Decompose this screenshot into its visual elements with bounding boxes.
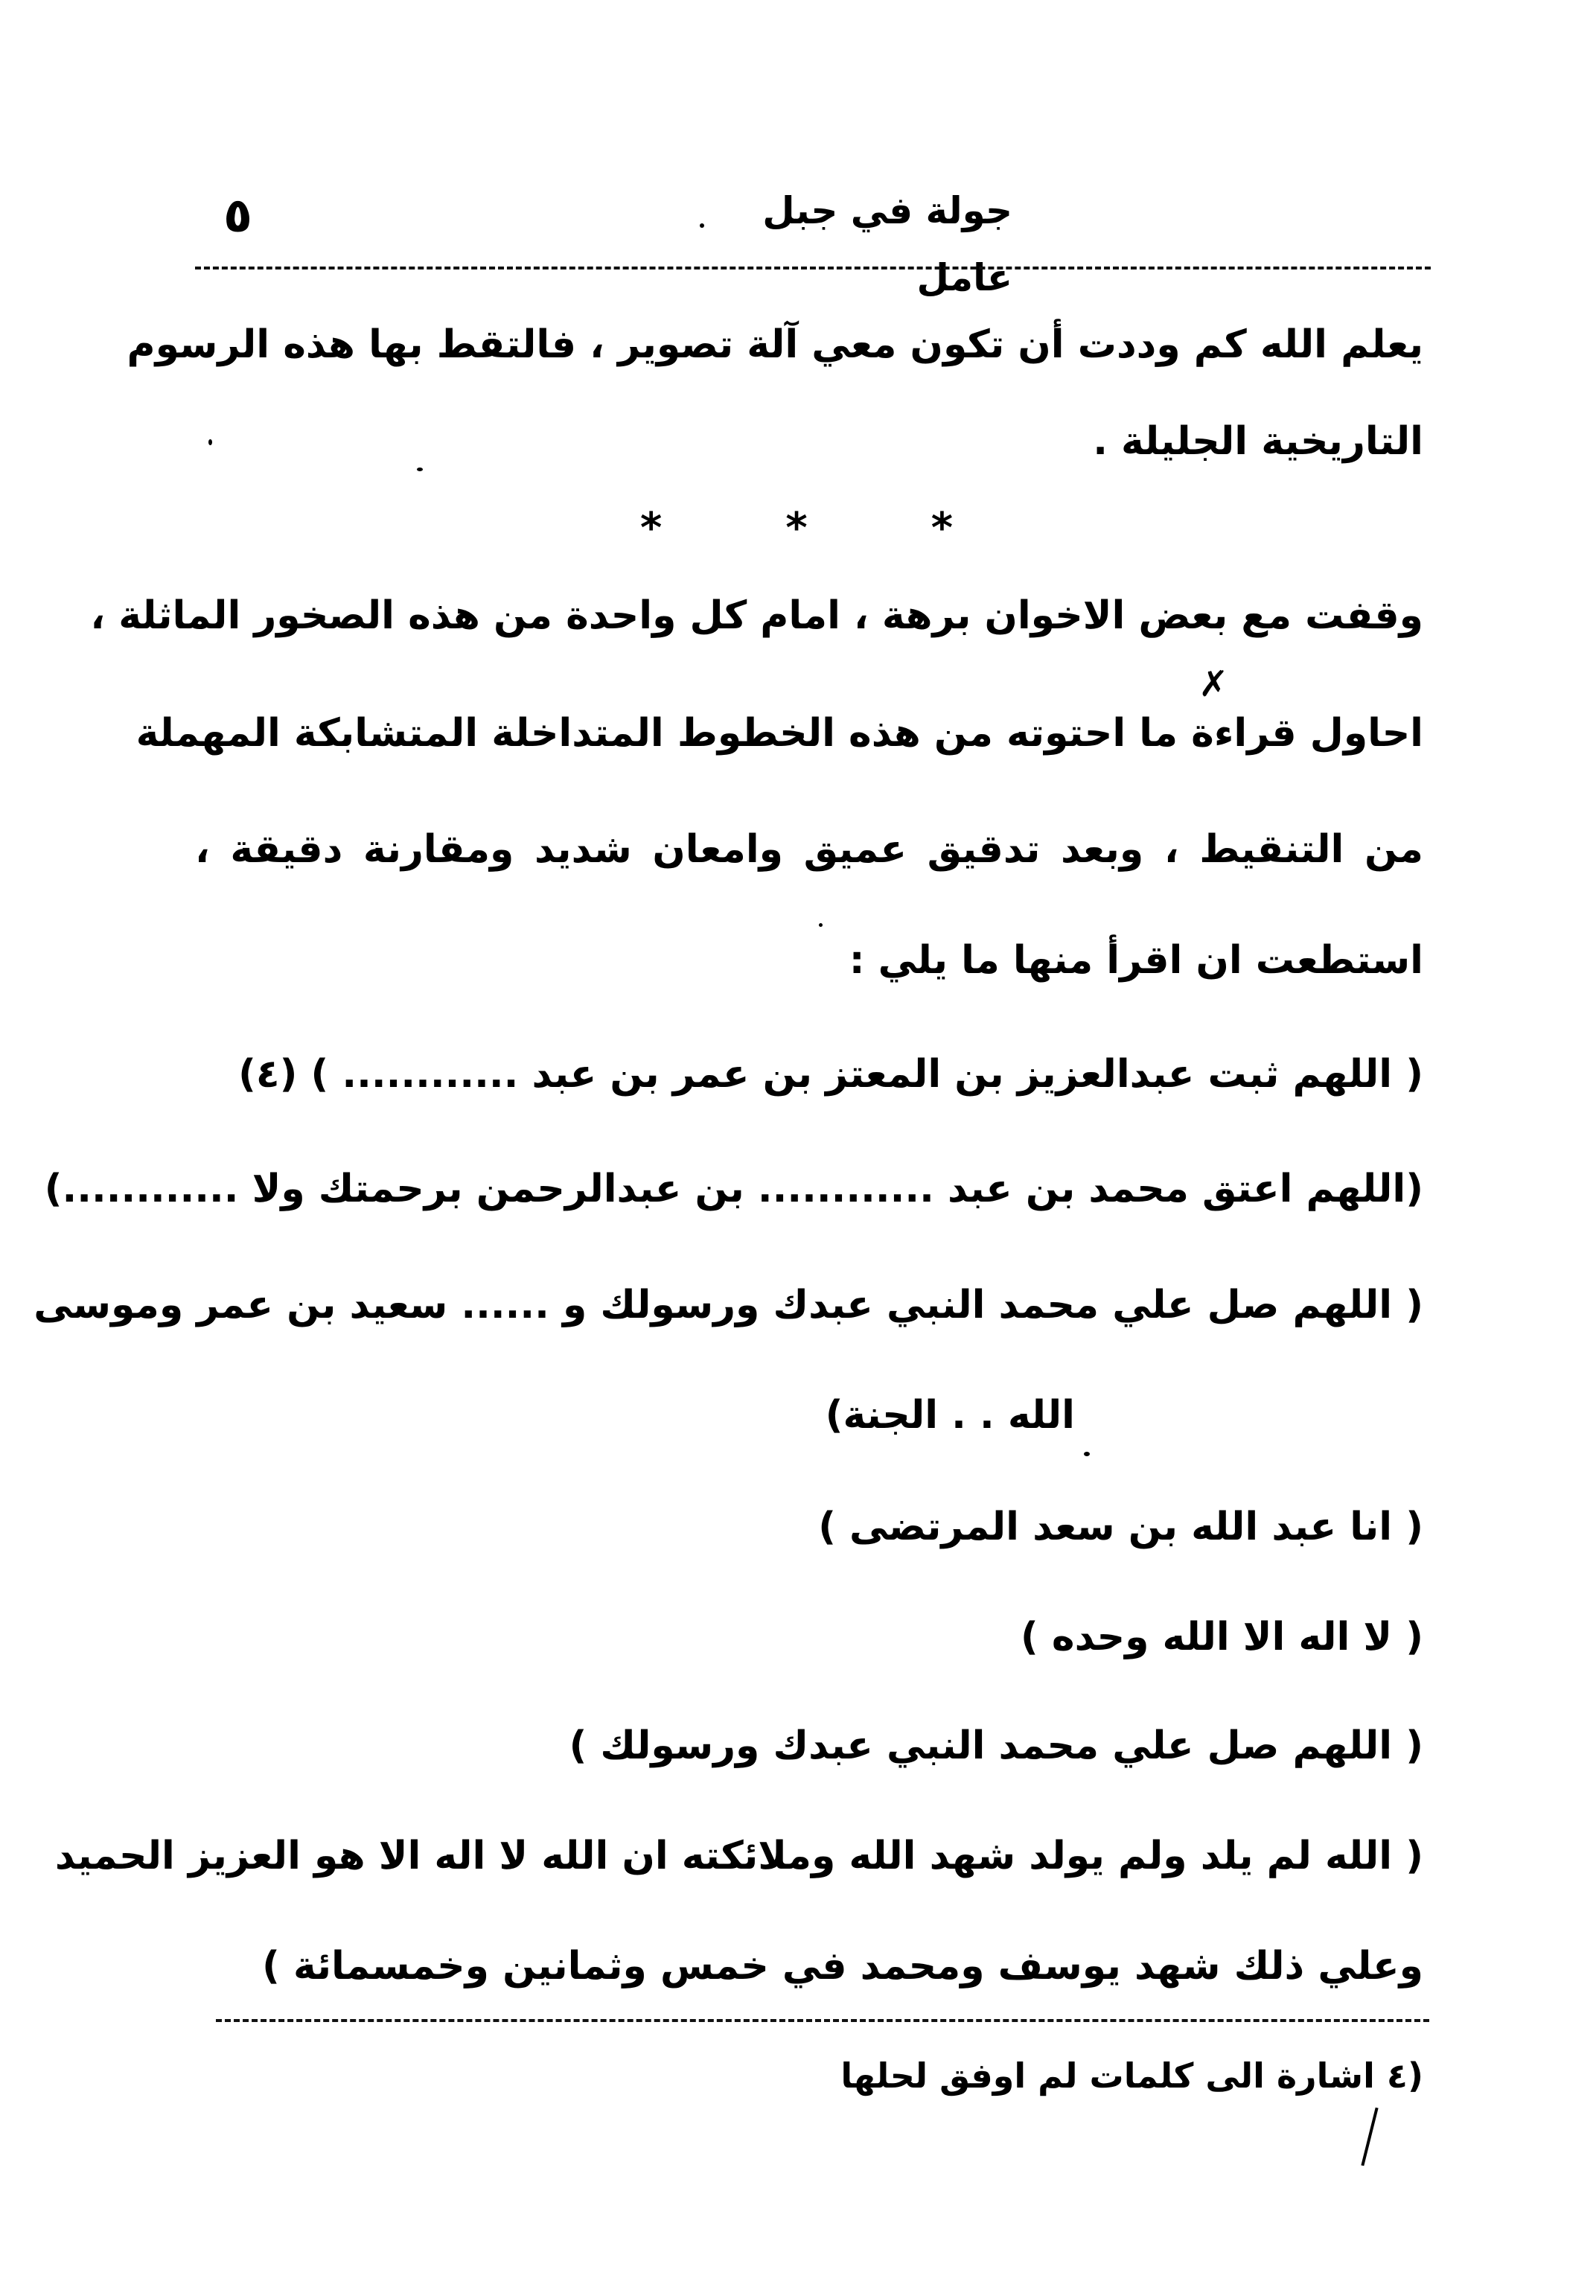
scan-speck: [208, 439, 212, 445]
inscription-6: ( اللهم صل علي محمد النبي عبدك ورسولك ): [569, 1723, 1423, 1768]
separator-star: *: [640, 504, 663, 552]
paragraph-1-line-2: التاريخية الجليلة .: [1093, 419, 1423, 464]
paragraph-2-line-4: استطعت ان اقرأ منها ما يلي :: [849, 938, 1423, 983]
running-title: جولة في جبل عامل: [762, 189, 1012, 299]
page-number: ٥: [223, 188, 253, 243]
section-separator: [640, 506, 953, 551]
footnote-marker: (٤: [1386, 2056, 1423, 2096]
inscription-1: ( اللهم ثبت عبدالعزيز بن المعتز بن عمر بن عبد ............ ) (٤): [238, 1052, 1423, 1097]
header-divider: [195, 267, 1431, 270]
footnote-text: اشارة الى كلمات لم اوفق لحلها: [840, 2056, 1375, 2096]
scan-speck: [417, 468, 423, 471]
paragraph-2-line-1: وقفت مع بعض الاخوان برهة ، امام كل واحدة من هذه الصخور الماثلة ،: [90, 593, 1423, 638]
scan-speck: [700, 223, 704, 228]
separator-star: *: [785, 504, 808, 552]
scan-speck: [819, 923, 823, 927]
paragraph-1-line-1: يعلم الله كم وددت أن تكون معي آلة تصوير ، فالتقط بها هذه الرسوم: [127, 322, 1423, 367]
pen-stroke-mark: [1361, 2108, 1378, 2166]
footnote: [840, 2046, 1423, 2105]
scan-speck: [1084, 1452, 1090, 1456]
inscription-4: ( انا عبد الله بن سعد المرتضى ): [818, 1505, 1423, 1549]
paragraph-2-line-2: احاول قراءة ما احتوته من هذه الخطوط المتداخلة المتشابكة المهملة: [135, 711, 1423, 756]
inscription-7: ( الله لم يلد ولم يولد شهد الله وملائكته ان الله لا اله الا هو العزيز الحميد: [54, 1834, 1423, 1878]
inscription-2: (اللهم اعتق محمد بن عبد ............ بن عبدالرحمن برحمتك ولا ............): [44, 1167, 1423, 1211]
handwritten-x-mark-icon: ✗: [1198, 663, 1229, 705]
footnote-divider: [216, 2019, 1429, 2022]
inscription-7-continued: وعلي ذلك شهد يوسف ومحمد في خمس وثمانين وخمسمائة ): [262, 1944, 1423, 1989]
inscription-5: ( لا اله الا الله وحده ): [1021, 1615, 1423, 1659]
separator-star: *: [931, 504, 953, 552]
inscription-3-continued: الله . . الجنة): [825, 1393, 1075, 1438]
paragraph-2-line-3: من التنقيط ، وبعد تدقيق عميق وامعان شديد ومقارنة دقيقة ،: [195, 827, 1423, 872]
inscription-3: ( اللهم صل علي محمد النبي عبدك ورسولك و ...... سعيد بن عمر وموسى: [33, 1283, 1423, 1327]
